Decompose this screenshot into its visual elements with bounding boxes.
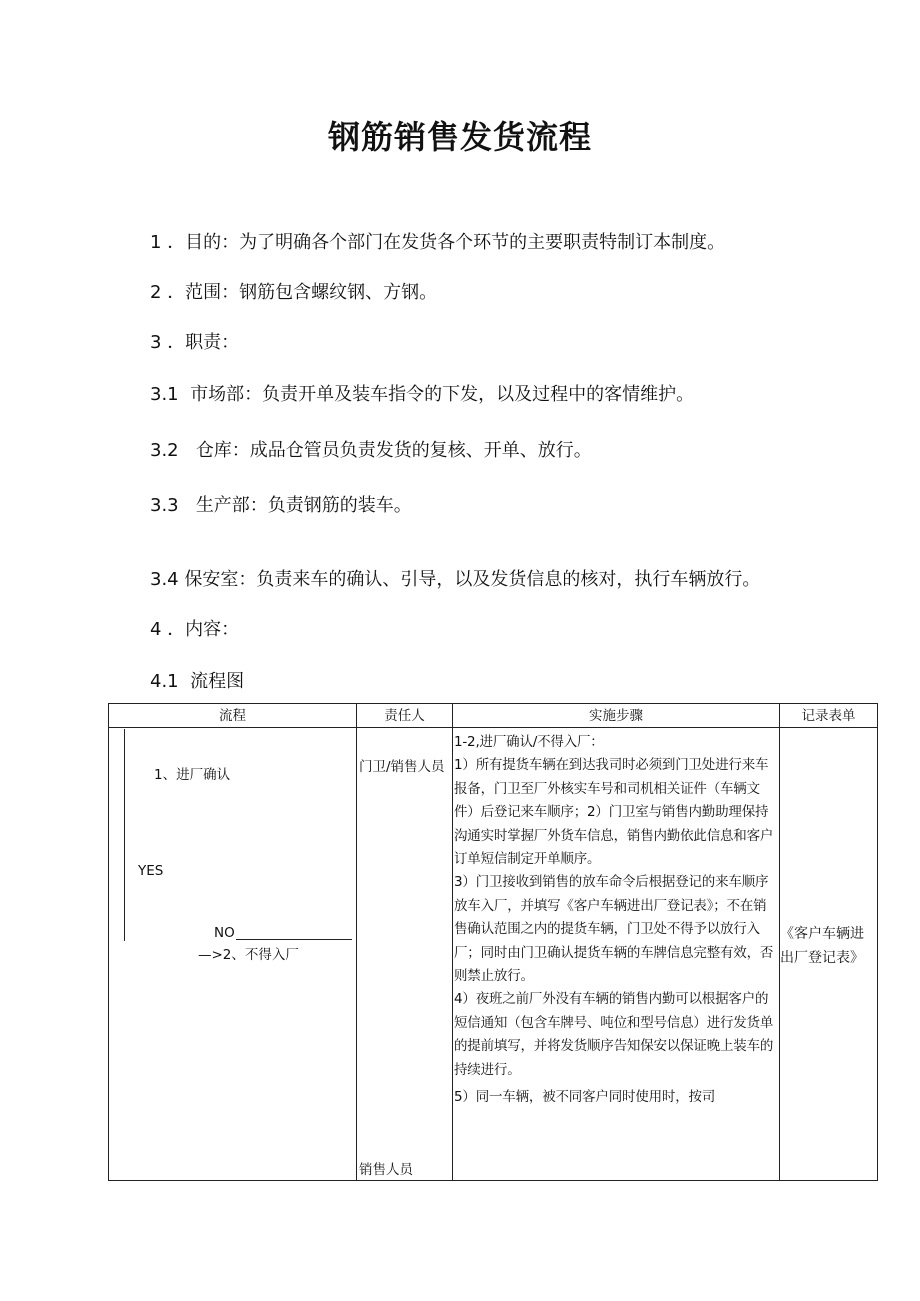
section-text: ．范围：钢筋包含螺纹钢、方钢。: [167, 282, 438, 303]
steps-cell: [453, 728, 780, 1181]
section-text: 仓库：成品仓管员负责发货的复核、开单、放行。: [195, 440, 592, 461]
section-3-1: [150, 380, 694, 406]
step-line: 4）夜班之前厂外没有车辆的销售内勤可以根据客户的短信通知（包含车牌号、吨位和型号信息）进行发货单的提前填写，并将发货顺序告知保安以保证晚上装车的持续进行。: [454, 991, 774, 1078]
responsible-guard-sales: 门卫/销售人员: [359, 759, 445, 775]
section-number: 3.1: [150, 384, 179, 405]
header-responsible: 责任人: [357, 704, 453, 728]
header-flow: 流程: [109, 704, 357, 728]
section-3-4: [150, 565, 760, 591]
step-line: 5）同一车辆，被不同客户同时使用时，按司: [454, 1089, 716, 1106]
section-number: 3.3: [150, 495, 179, 516]
section-4-1: [150, 667, 244, 693]
section-text: 市场部：负责开单及装车指令的下发，以及过程中的客情维护。: [190, 384, 695, 405]
section-3: [150, 328, 239, 354]
flow-table: [108, 703, 878, 1181]
record-cell: [780, 728, 878, 1181]
flow-no-label: NO: [214, 925, 235, 941]
section-3-2: [150, 436, 592, 462]
section-text: 生产部：负责钢筋的装车。: [195, 495, 412, 516]
step-line: 3）门卫接收到销售的放车命令后根据登记的来车顺序放车入厂，并填写《客户车辆进出厂登记表》；不在销售确认范围之内的提货车辆，门卫处不得予以放行入厂；同时由门卫确认提货车辆的车牌信息完整有效，否则禁止放行。: [454, 874, 774, 985]
section-3-3: [150, 491, 412, 517]
section-number: 3.2: [150, 440, 179, 461]
table-row: [109, 728, 878, 1181]
table-header-row: [109, 704, 878, 728]
record-form-name: 《客户车辆进出厂登记表》: [780, 926, 864, 966]
section-2: [150, 278, 437, 304]
page-title: 钢筋销售发货流程: [327, 118, 592, 156]
section-text: ．内容：: [167, 619, 240, 640]
section-number: 4: [150, 619, 162, 640]
section-text: 保安室：负责来车的确认、引导，以及发货信息的核对，执行车辆放行。: [184, 569, 761, 590]
flow-step-no-entry: —>2、不得入厂: [198, 947, 299, 963]
step-line: 1-2,进厂确认/不得入厂：: [454, 734, 604, 750]
header-record: 记录表单: [780, 704, 878, 728]
section-text: ．目的：为了明确各个部门在发货各个环节的主要职责特制订本制度。: [167, 232, 726, 253]
step-line: 1）所有提货车辆在到达我司时必须到门卫处进行来车报备，门卫至厂外核实车号和司机相关证件（车辆文件）后登记来车顺序；2）门卫室与销售内勤助理保持沟通实时掌握厂外货车信息，销售内勤依此信息和客户订单短信制定开单顺序。: [454, 757, 774, 868]
section-1: [150, 228, 725, 254]
flow-yes-label: YES: [138, 863, 164, 879]
flow-connector-line: [124, 729, 125, 941]
header-steps: 实施步骤: [453, 704, 780, 728]
section-text: ．职责：: [167, 332, 240, 353]
section-number: 3: [150, 332, 162, 353]
section-number: 3.4: [150, 569, 179, 590]
section-4: [150, 615, 239, 641]
section-text: 流程图: [190, 671, 245, 692]
section-number: 4.1: [150, 671, 179, 692]
responsible-sales: 销售人员: [359, 1162, 413, 1178]
section-number: 2: [150, 282, 162, 303]
flow-cell: [109, 728, 357, 1181]
flow-no-arrow-line: [236, 939, 352, 940]
section-number: 1: [150, 232, 162, 253]
responsible-cell: [357, 728, 453, 1181]
flow-step-entry-confirm: 1、进厂确认: [154, 767, 231, 783]
